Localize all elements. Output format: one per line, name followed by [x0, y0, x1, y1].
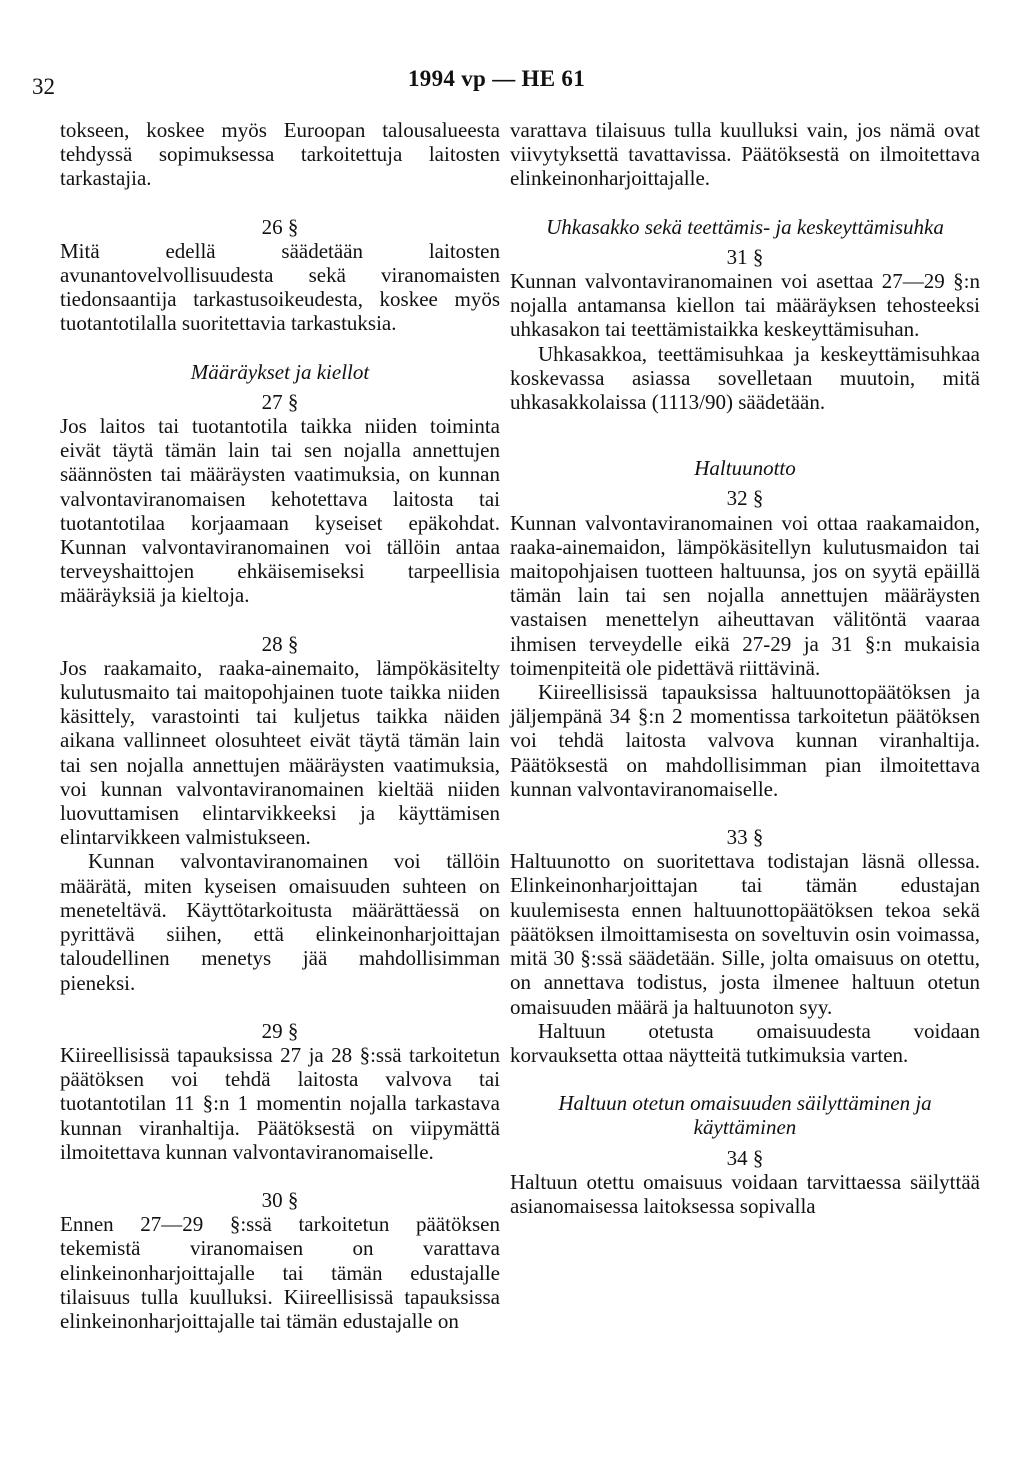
section-30-title: 30 § [261, 1187, 299, 1212]
heading-maaraykset-ja-kiellot: Määräykset ja kiellot [190, 359, 370, 384]
left-column [60, 118, 500, 1333]
page-number: 32 [32, 74, 55, 99]
right-column [510, 118, 980, 1218]
section-28-paragraph-2: Kunnan valvontaviranomainen voi tällöin määrätä, miten kyseisen omaisuuden suhteen on meneteltävä. Käyttötarkoitusta määrättäessä on pyrittävä siihen, että elinkeinonharjoittajan taloudellinen menetys jää mahdollisimman pieneksi. [60, 849, 500, 995]
section-33-paragraph-1: Haltuunotto on suoritettava todistajan läsnä ollessa. Elinkeinonharjoittajan tai tämän edustajan kuulemisesta ennen haltuunottopäätöksen tekoa sekä päätöksen ilmoittamisesta on soveltuvin osin voimassa, mitä 30 §:ssä säädetään. Sille, jolta omaisuus on otettu, on annettava todistus, josta ilmenee haltuun otetun omaisuuden määrä ja haltuunoton syy. [510, 849, 980, 1019]
section-29-paragraph: Kiireellisissä tapauksissa 27 ja 28 §:ssä tarkoitetun päätöksen voi tehdä laitosta valvova tai tuotantotilan 11 §:n 1 momentin nojalla tarkastava kunnan viranhaltija. Päätöksestä on viipymättä ilmoitettava kunnan valvontaviranomaiselle. [60, 1042, 500, 1164]
section-33-paragraph-2: Haltuun otetusta omaisuudesta voidaan korvauksetta ottaa näytteitä tutkimuksia varten. [510, 1018, 980, 1067]
running-head: 1994 vp — HE 61 [408, 66, 586, 91]
section-31-paragraph-1: Kunnan valvontaviranomainen voi asettaa 27—29 §:n nojalla antamansa kiellon tai määräyksen tehosteeksi uhkasakon tai teettämistaikka keskeyttämisuhan. [510, 269, 980, 342]
section-28-title: 28 § [261, 631, 299, 656]
section-27-paragraph: Jos laitos tai tuotantotila taikka niiden toiminta eivät täytä tämän lain tai sen nojalla annettujen säännösten tai määräysten vaatimuksia, on kunnan valvontaviranomaisen kehotettava laitosta tai tuotantotilaa korjaamaan kyseiset epäkohdat. Kunnan valvontaviranomainen voi tällöin antaa terveyshaittojen ehkäisemiseksi tarpeellisia määräyksiä ja kieltoja. [60, 414, 500, 608]
section-31-title: 31 § [726, 244, 764, 269]
section-34-title: 34 § [726, 1145, 764, 1170]
section-34-paragraph: Haltuun otettu omaisuus voidaan tarvittaessa säilyttää asianomaisessa laitoksessa sopivalla [510, 1169, 980, 1218]
section-32-paragraph-1: Kunnan valvontaviranomainen voi ottaa raakamaidon, raaka-ainemaidon, lämpökäsitellyn kulutusmaidon tai maitopohjaisen tuotteen haltuunsa, jos on syytä epäillä tämän lain tai sen nojalla annettujen määräysten vastaisen menettelyn aiheuttavan välitöntä vaaraa ihmisen terveydelle eikä 27-29 ja 31 §:n mukaisia toimenpiteitä ole pidettävä riittävinä. [510, 510, 980, 680]
right-intro-paragraph: varattava tilaisuus tulla kuulluksi vain, jos nämä ovat viivytyksettä tavattavissa. Päätöksestä on ilmoitettava elinkeinonharjoittajalle. [510, 118, 980, 191]
section-27-title: 27 § [261, 389, 299, 414]
left-intro-paragraph: tokseen, koskee myös Euroopan talousalueesta tehdyssä sopimuksessa tarkoitettuja laitosten tarkastajia. [60, 118, 500, 191]
section-26-title: 26 § [261, 214, 299, 239]
section-33-title: 33 § [726, 825, 764, 850]
section-26-paragraph: Mitä edellä säädetään laitosten avunantovelvollisuudesta sekä viranomaisten tiedonsaantija tarkastusoikeudesta, koskee myös tuotantotilalla suoritettavia tarkastuksia. [60, 238, 500, 336]
section-29-title: 29 § [261, 1018, 299, 1043]
section-32-paragraph-2: Kiireellisissä tapauksissa haltuunottopäätöksen ja jäljempänä 34 §:n 2 momentissa tarkoitetun päätöksen voi tehdä laitosta valvova kunnan viranhaltija. Päätöksestä on mahdollisimman pian ilmoitettava kunnan valvontaviranomaiselle. [510, 680, 980, 801]
section-30-paragraph: Ennen 27—29 §:ssä tarkoitetun päätöksen tekemistä viranomaisen on varattava elinkeinonharjoittajalle tai tämän edustajalle tilaisuus tulla kuulluksi. Kiireellisissä tapauksissa elinkeinonharjoittajalle tai tämän edustajalle on [60, 1212, 500, 1333]
heading-haltuunotto: Haltuunotto [694, 456, 796, 481]
section-31-paragraph-2: Uhkasakkoa, teettämisuhkaa ja keskeyttämisuhkaa koskevassa asiassa sovelletaan muutoin, mitä uhkasakkolaissa (1113/90) säädetään. [510, 341, 980, 415]
heading-uhkasakko: Uhkasakko sekä teettämis- ja keskeyttämisuhka [546, 214, 944, 239]
section-28-paragraph-1: Jos raakamaito, raaka-ainemaito, lämpökäsitelty kulutusmaito tai maitopohjainen tuote taikka niiden käsittely, varastointi tai kuljetus taikka näiden aikana vallinneet olosuhteet eivät täytä tämän lain tai sen nojalla annettujen määräysten vaatimuksia, voi kunnan valvontaviranomainen kieltää niiden luovuttamisen elintarvikkeeksi ja käyttämisen elintarvikkeen valmistukseen. [60, 655, 500, 850]
heading-sailyttaminen: Haltuun otetun omaisuuden säilyttäminen ja käyttäminen [558, 1091, 932, 1140]
section-32-title: 32 § [726, 486, 764, 511]
